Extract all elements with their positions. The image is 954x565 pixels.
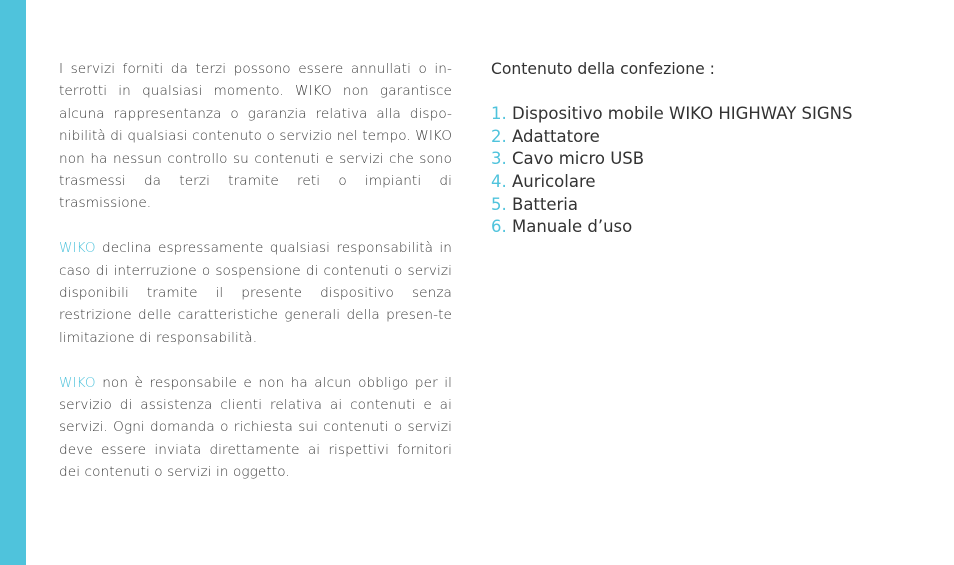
item-number: 6. (491, 217, 507, 237)
list-item (491, 126, 931, 149)
list-item (491, 216, 931, 239)
disclaimer-column (59, 58, 452, 506)
item-number: 2. (491, 126, 507, 146)
item-label: Manuale d’uso (512, 217, 633, 237)
paragraph-text: declina espressamente qualsiasi responsabilità in caso di interruzione o sospensione di contenuti o servizi disponibili tramite il presente dispositivo senza restrizione delle caratteristiche generali della presen-te limitazione di responsabilità. (59, 240, 452, 346)
item-label: Batteria (512, 194, 578, 214)
box-contents-column (491, 58, 931, 239)
list-item (491, 148, 931, 171)
item-label: Adattatore (512, 126, 600, 146)
paragraph-third-party-services: I servizi forniti da terzi possono essere annullati o in-terrotti in qualsiasi momento. WIKO non garantisce alcuna rappresentanza o garanzia relativa alla dispo-nibilità di qualsiasi contenuto o servizio nel tempo. WIKO non ha nessun controllo su contenuti e servizi che sono trasmessi da terzi tramite reti o impianti di trasmissione. (59, 61, 452, 212)
list-item (491, 103, 931, 126)
item-number: 5. (491, 194, 507, 214)
list-item (491, 194, 931, 217)
item-label: Auricolare (512, 171, 596, 191)
brand-name: WIKO (59, 240, 96, 257)
item-label: Cavo micro USB (512, 149, 645, 169)
brand-name: WIKO (59, 374, 96, 391)
item-label: Dispositivo mobile WIKO HIGHWAY SIGNS (512, 104, 853, 124)
paragraph-text: non è responsabile e non ha alcun obbligo per il servizio di assistenza clienti relativa ai contenuti e ai servizi. Ogni domanda o richiesta sui contenuti o servizi deve essere inviata direttamente ai rispettivi fornitori dei contenuti o servizi in oggetto. (59, 374, 452, 481)
item-number: 1. (491, 104, 507, 124)
paragraph-customer-service (59, 372, 452, 484)
box-contents-heading: Contenuto della confezione : (491, 60, 715, 78)
accent-sidebar (0, 0, 26, 565)
item-number: 3. (491, 149, 507, 169)
item-number: 4. (491, 171, 507, 191)
paragraph-liability (59, 237, 452, 349)
list-item (491, 171, 931, 194)
box-contents-list (491, 103, 931, 239)
